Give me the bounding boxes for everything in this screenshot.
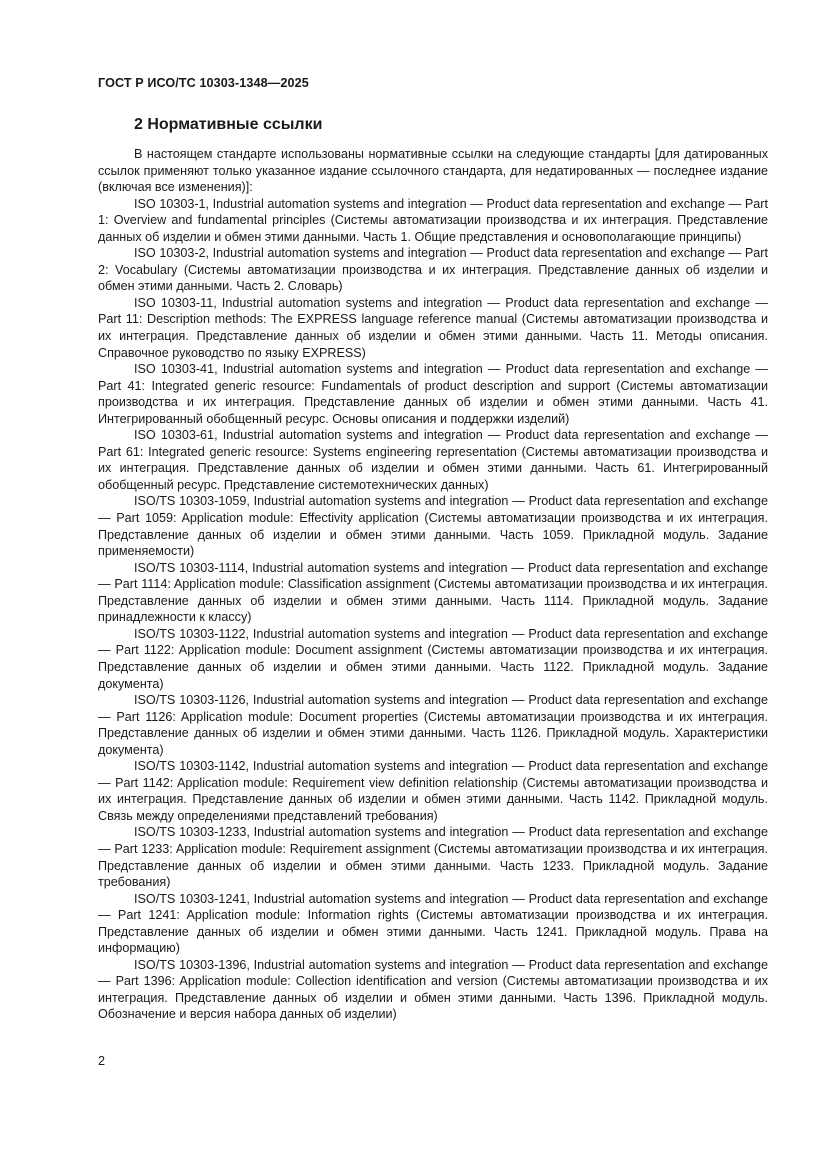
section-body bbox=[98, 146, 768, 1023]
reference-item: ISO 10303-2, Industrial automation systems and integration — Product data representation and exchange — Part 2: Vocabulary (Системы автоматизации производства и их интеграция. Представление данных об изделии и обмен этими данными. Часть 2. Словарь) bbox=[98, 246, 768, 294]
reference-item: ISO/TS 10303-1126, Industrial automation systems and integration — Product data representation and exchange — Part 1126: Application module: Document properties (Системы автоматизации производства и их интеграция. Представление данных об изделии и обмен этими данными. Часть 1126. Прикладной модуль. Характеристики документа) bbox=[98, 693, 768, 757]
page-number: 2 bbox=[98, 1054, 106, 1068]
reference-item: ISO/TS 10303-1114, Industrial automation systems and integration — Product data representation and exchange — Part 1114: Application module: Classification assignment (Системы автоматизации производства и их интеграция. Представление данных об изделии и обмен этими данными. Часть 1114. Прикладной модуль. Задание принадлежности к классу) bbox=[98, 560, 768, 625]
reference-item: ISO 10303-1, Industrial automation systems and integration — Product data representation and exchange — Part 1: Overview and fundamental principles (Системы автоматизации производства и их интеграция. Представление данных об изделии и обмен этими данными. Часть 1. Общие представления и основополагающие принципы) bbox=[98, 196, 768, 244]
reference-item: ISO 10303-41, Industrial automation systems and integration — Product data representation and exchange — Part 41: Integrated generic resource: Fundamentals of product description and support (Системы автоматизации производства и их интеграция. Представление данных об изделии и обмен этими данными. Часть 41. Интегрированный обобщенный ресурс. Основы описания и поддержки изделий) bbox=[98, 362, 768, 426]
standard-code-header: ГОСТ Р ИСО/ТС 10303-1348—2025 bbox=[98, 76, 309, 90]
reference-item: ISO/TS 10303-1122, Industrial automation systems and integration — Product data representation and exchange — Part 1122: Application module: Document assignment (Системы автоматизации производства и их интеграция. Представление данных об изделии и обмен этими данными. Часть 1122. Прикладной модуль. Задание документа) bbox=[98, 626, 768, 691]
reference-item: ISO 10303-61, Industrial automation systems and integration — Product data representation and exchange — Part 61: Integrated generic resource: Systems engineering representation (Системы автоматизации производства и их интеграция. Представление данных об изделии и обмен этими данными. Часть 61. Интегрированный обобщенный ресурс. Представление системотехнических данных) bbox=[98, 428, 768, 492]
reference-item: ISO 10303-11, Industrial automation systems and integration — Product data representation and exchange — Part 11: Description methods: The EXPRESS language reference manual (Системы автоматизации производства и их интеграция. Представление данных об изделии и обмен этими данными. Часть 11. Методы описания. Справочное руководство по языку EXPRESS) bbox=[98, 295, 768, 360]
reference-item: ISO/TS 10303-1142, Industrial automation systems and integration — Product data representation and exchange — Part 1142: Application module: Requirement view definition relationship (Системы автоматизации производства и их интеграция. Представление данных об изделии и обмен этими данными. Часть 1142. Прикладной модуль. Связь между определениями представлений требования) bbox=[98, 759, 768, 823]
reference-item: ISO/TS 10303-1396, Industrial automation systems and integration — Product data representation and exchange — Part 1396: Application module: Collection identification and version (Системы автоматизации производства и их интеграция. Представление данных об изделии и обмен этими данными. Часть 1396. Прикладной модуль. Обозначение и версия набора данных об изделии) bbox=[98, 957, 768, 1022]
reference-item: ISO/TS 10303-1241, Industrial automation systems and integration — Product data representation and exchange — Part 1241: Application module: Information rights (Системы автоматизации производства и их интеграция. Представление данных об изделии и обмен этими данными. Часть 1241. Прикладной модуль. Права на информацию) bbox=[98, 891, 768, 956]
reference-item: ISO/TS 10303-1059, Industrial automation systems and integration — Product data representation and exchange — Part 1059: Application module: Effectivity application (Системы автоматизации производства и их интеграция. Представление данных об изделии и обмен этими данными. Часть 1059. Прикладной модуль. Задание применяемости) bbox=[98, 494, 768, 559]
section-title: 2 Нормативные ссылки bbox=[134, 116, 323, 133]
reference-item: ISO/TS 10303-1233, Industrial automation systems and integration — Product data representation and exchange — Part 1233: Application module: Requirement assignment (Системы автоматизации производства и их интеграция. Представление данных об изделии и обмен этими данными. Часть 1233. Прикладной модуль. Задание требования) bbox=[98, 825, 768, 890]
intro-paragraph: В настоящем стандарте использованы нормативные ссылки на следующие стандарты [для датированных ссылок применяют только указанное издание ссылочного стандарта, для недатированных — последнее издание (включая все изменения)]: bbox=[98, 147, 768, 195]
